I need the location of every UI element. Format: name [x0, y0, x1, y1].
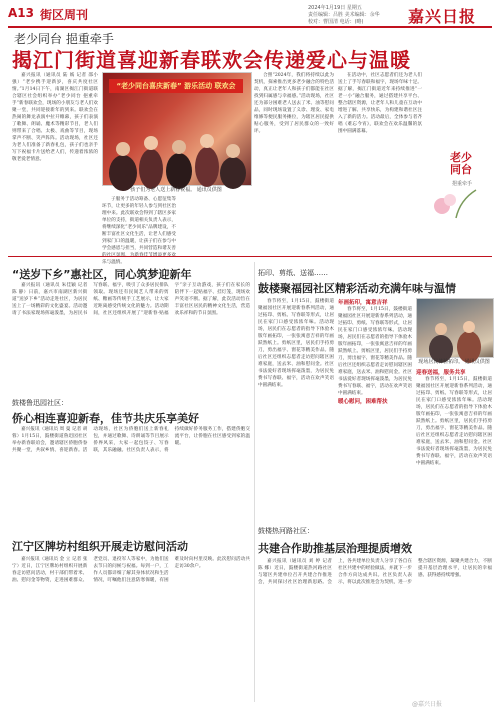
newspaper-logo: 嘉兴日报 [408, 7, 477, 26]
masthead [8, 4, 492, 28]
art3-body: 嘉兴报讯（通讯员 金 立 记者 张 宁）近日，江宁区牌坊村组织开展新春走访慰问活动，村干部们带着米、油、慰问金等物资，走进困难群众、老党员、退役军人等家中，为他们送去节日的问候与祝福。每到一户，工作人员都详细了解其身体状况和生活情况，叮嘱他们注意防寒保暖，有困难及时向村里反映。此次慰问活动共走访30余户。 [12, 557, 250, 583]
art4-sub1-label: 年画拓印，寓意吉祥 [338, 300, 388, 306]
people-illustration [417, 299, 493, 357]
date-line-3: 校对：曹国清 电话：(略) [308, 19, 364, 25]
decorative-seal [426, 150, 490, 220]
art1-body: 嘉兴报讯（通讯员 朱佳颖 记者 陈 静）日前，嘉兴市南湖区新兴街道“送岁下乡”活动走进社区，为居民送上了一场精彩的文化盛宴。活动邀请了书法家现场挥毫泼墨，为居民书写春联、福字，吸引了众多居民排队领取。现场还有民间艺人带来的剪纸、糖画等传统手工艺展示，让大家近距离感受传统文化的魅力。活动期间，社区还组织开展了“迎新春·贴福字”亲子互动游戏，孩子们在家长的陪伴下一起贴福字、挂灯笼，现场欢声笑语不断。据了解，此次活动旨在丰富社区居民的精神文化生活，营造欢乐祥和的节日氛围。 [12, 283, 250, 316]
lead-photo [102, 72, 252, 186]
date-line-2: 责任编辑：吕胜 美术编辑：余华 [308, 12, 380, 18]
photo-banner: “老少同台喜庆新春” 游乐活动 联欢会 [109, 79, 243, 93]
art4-body-col3: 迎春送福，服务共享 春节将至，1月15日，鼓楼街道聚福园社区开展迎新春系列活动，通过拓印、剪纸、写春联等形式，让居民在家门口感受浓浓年味。活动现场，居民们在志愿者的指导下体验木版年画拓印，一张张寓意吉祥的年画跃然纸上。剪纸区里，居民们手持剪刀，剪出福字、窗花等精美作品。随后社区还组织志愿者走访慰问辖区困难家庭，送去米、油和慰问金。社区书法爱好者现场挥毫泼墨，为居民免费书写春联、福字，活动在欢声笑语中圆满结束。 [416, 370, 492, 466]
art1-title: “送岁下乡”惠社区，同心筑梦迎新年 [12, 268, 192, 281]
deco-word-2: 少 [461, 151, 472, 164]
deco-word-1: 老 [450, 151, 461, 164]
art2-headline: 侨心相连喜迎新春，佳节共庆乐享美好 [12, 412, 199, 425]
deco-small: 挹重牵手 [452, 181, 473, 187]
date-info [308, 5, 388, 26]
art4-photo [416, 298, 494, 358]
art5-body: 嘉兴报讯（通讯员 刘 婷 记者 陈 娜）近日，鼓楼街道热河路社区与辖区共建单位召开共建合作推进会，共同探讨社区治理新思路。会上，各共建单位负责人分享了各自在社区共建中的经验做法，并就下一步合作方向达成共识。社区负责人表示，将以此次推进会为契机，进一步整合辖区资源，凝聚共建合力，不断提升基层治理水平，让居民的幸福感、获得感持续增强。 [258, 559, 492, 585]
art4-kicker: 拓印、剪纸、送福…… [258, 269, 328, 277]
art3-headline: 江宁区牌坊村组织开展走访慰问活动 [12, 540, 188, 553]
date-line-1: 2024年1月19日 星期五 [308, 5, 362, 11]
art5-kicker: 鼓楼热河路社区： [258, 527, 314, 535]
lead-kicker: 老少同台 挹重牵手 [14, 32, 114, 46]
art2-kicker: 鼓楼鲁迅园社区： [12, 399, 68, 407]
lead-headline: 揭江门街道喜迎新春联欢会传递爱心与温暖 [12, 48, 411, 72]
crowd-illustration [103, 103, 251, 185]
art4-sub3-label: 迎春送福，服务共享 [416, 370, 466, 376]
deco-word-3: 同 [450, 163, 461, 176]
art4-body-col1: 春节将至，1月15日，鼓楼街道聚福园社区开展迎新春系列活动，通过拓印、剪纸、写春联等形式，让居民在家门口感受浓浓年味。活动现场，居民们在志愿者的指导下体验木版年画拓印，一张张寓意吉祥的年画跃然纸上。剪纸区里，居民们手持剪刀，剪出福字、窗花等精美作品。随后社区还组织志愿者走访慰问辖区困难家庭，送去米、油和慰问金。社区书法爱好者现场挥毫泼墨，为居民免费书写春联、福字，活动在欢声笑语中圆满结束。 [258, 299, 334, 388]
art4-headline: 鼓楼聚福园社区精彩活动充满年味与温情 [258, 282, 456, 295]
lead-body-col2: 子服务于活动筹备、心愿征集等环节，让更多的年轻人参与到社区治理中来。此次联欢会得到了辖区多家单位的支持，街道相关负责人表示，将继续深化“老少同乐”品牌建设，不断丰富社区文化生活，让老人们感受到家门口的温暖，让孩子们在参与中学会感恩与担当，共同营造和谐友善 乐与温情。 [102, 197, 176, 265]
divider [8, 256, 492, 257]
art2-body: 嘉兴报讯（通讯员 周 曼 记者 胡 蓉）1月15日，鼓楼街道鲁迅园社区举办新春联谊会，邀请辖区侨胞侨眷共聚一堂，共叙乡情、喜迎新春。活动现场，社区为侨胞们送上新春礼包，并通过歌舞、诗朗诵等节目展示侨界风采，大家一起包饺子、写春联，其乐融融。社区负责人表示，将持续做好侨务服务工作，搭建侨胞交流平台，让侨胞在社区感受到家的温暖。 [12, 427, 250, 453]
column-divider [254, 262, 255, 702]
watermark: @嘉兴日报 [411, 701, 442, 708]
deco-word-4: 台 [461, 163, 472, 176]
lead-body-col1: 嘉兴报讯（通讯员 陆 嫣 记者 邵小强）“老少携手迎新岁，喜庆共度社区情。”1月14日下午，南湖区揭江门街道联合辖区社会组织举办“老少同台 挹重牵手”新春联欢会，现场的小朋友与老人们欢聚一堂，共同迎接新年的到来。联欢会在热闹的舞龙表演中拉开帷幕，孩子们表演了歌舞、朗诵、魔术等精彩节目，老人们则带来了合唱、太极、戏曲等节目，现场掌声不断、笑声阵阵。活动现场，社区还为老人们准备了新春礼包，孩子们也亲手写下祝福卡片送给老人们，传递着浓浓的敬老爱老情意。 [12, 73, 98, 162]
art5-headline: 共建合作助推基层治理提质增效 [258, 542, 412, 555]
page-number: A13 [8, 6, 34, 20]
art4-sub2-label: 暖心慰问，困难帮扶 [338, 399, 388, 405]
lead-body-col4: 在活动中，社区志愿者们还为老人们送上了手写春联和福字，现场年味十足。据了解，揭江门街道近年来持续推进“一老一小”融合服务，通过搭建共享平台、整合辖区资源，让老年人和儿童在互动中增进了解、共享快乐，为构建和谐社区注入了新的活力。活动最后，全体参与者齐唱《难忘今宵》，联欢会在欢乐温馨的氛围中圆满落幕。 [338, 73, 422, 134]
lead-photo-caption: 孩子们为老人送上新春祝福。 通讯员供图 [130, 187, 222, 193]
section-title: 街区周刊 [40, 8, 89, 22]
deco-words [450, 152, 486, 176]
art4-photo-caption: 现场居民体验拓印。 通讯员供图 [418, 359, 490, 365]
art4-body-col2: 年画拓印，寓意吉祥 春节将至，1月15日，鼓楼街道聚福园社区开展迎新春系列活动，通过拓印、剪纸、写春联等形式，让居民在家门口感受浓浓年味。活动现场，居民们在志愿者的指导下体验木版年画拓印，一张张寓意吉祥的年画跃然纸上。剪纸区里，居民们手持剪刀，剪出福字、窗花等精美作品。随后社区还组织志愿者走访慰问辖区困难家庭，送去米、油和慰问金。社区书法爱好者现场挥毫泼墨，为居民免费书写春联、福字，活动在欢声笑语中圆满结束。 暖心慰问，困难帮扶 [338, 300, 412, 405]
lead-body-col3: 合照“2024年，我们将持续以此为契机，探索推出更多老少融合的特色活动，真正让老年人和孩子们都能在社区找到归属感与幸福感。”活动现场，社区还为部分困难老人送去了米、油等慰问品，同时现场设置了义诊、理发、家电维修等便民服务摊位，为辖区居民提供贴心服务，受到了居民群众的一致好评。 [254, 73, 334, 134]
